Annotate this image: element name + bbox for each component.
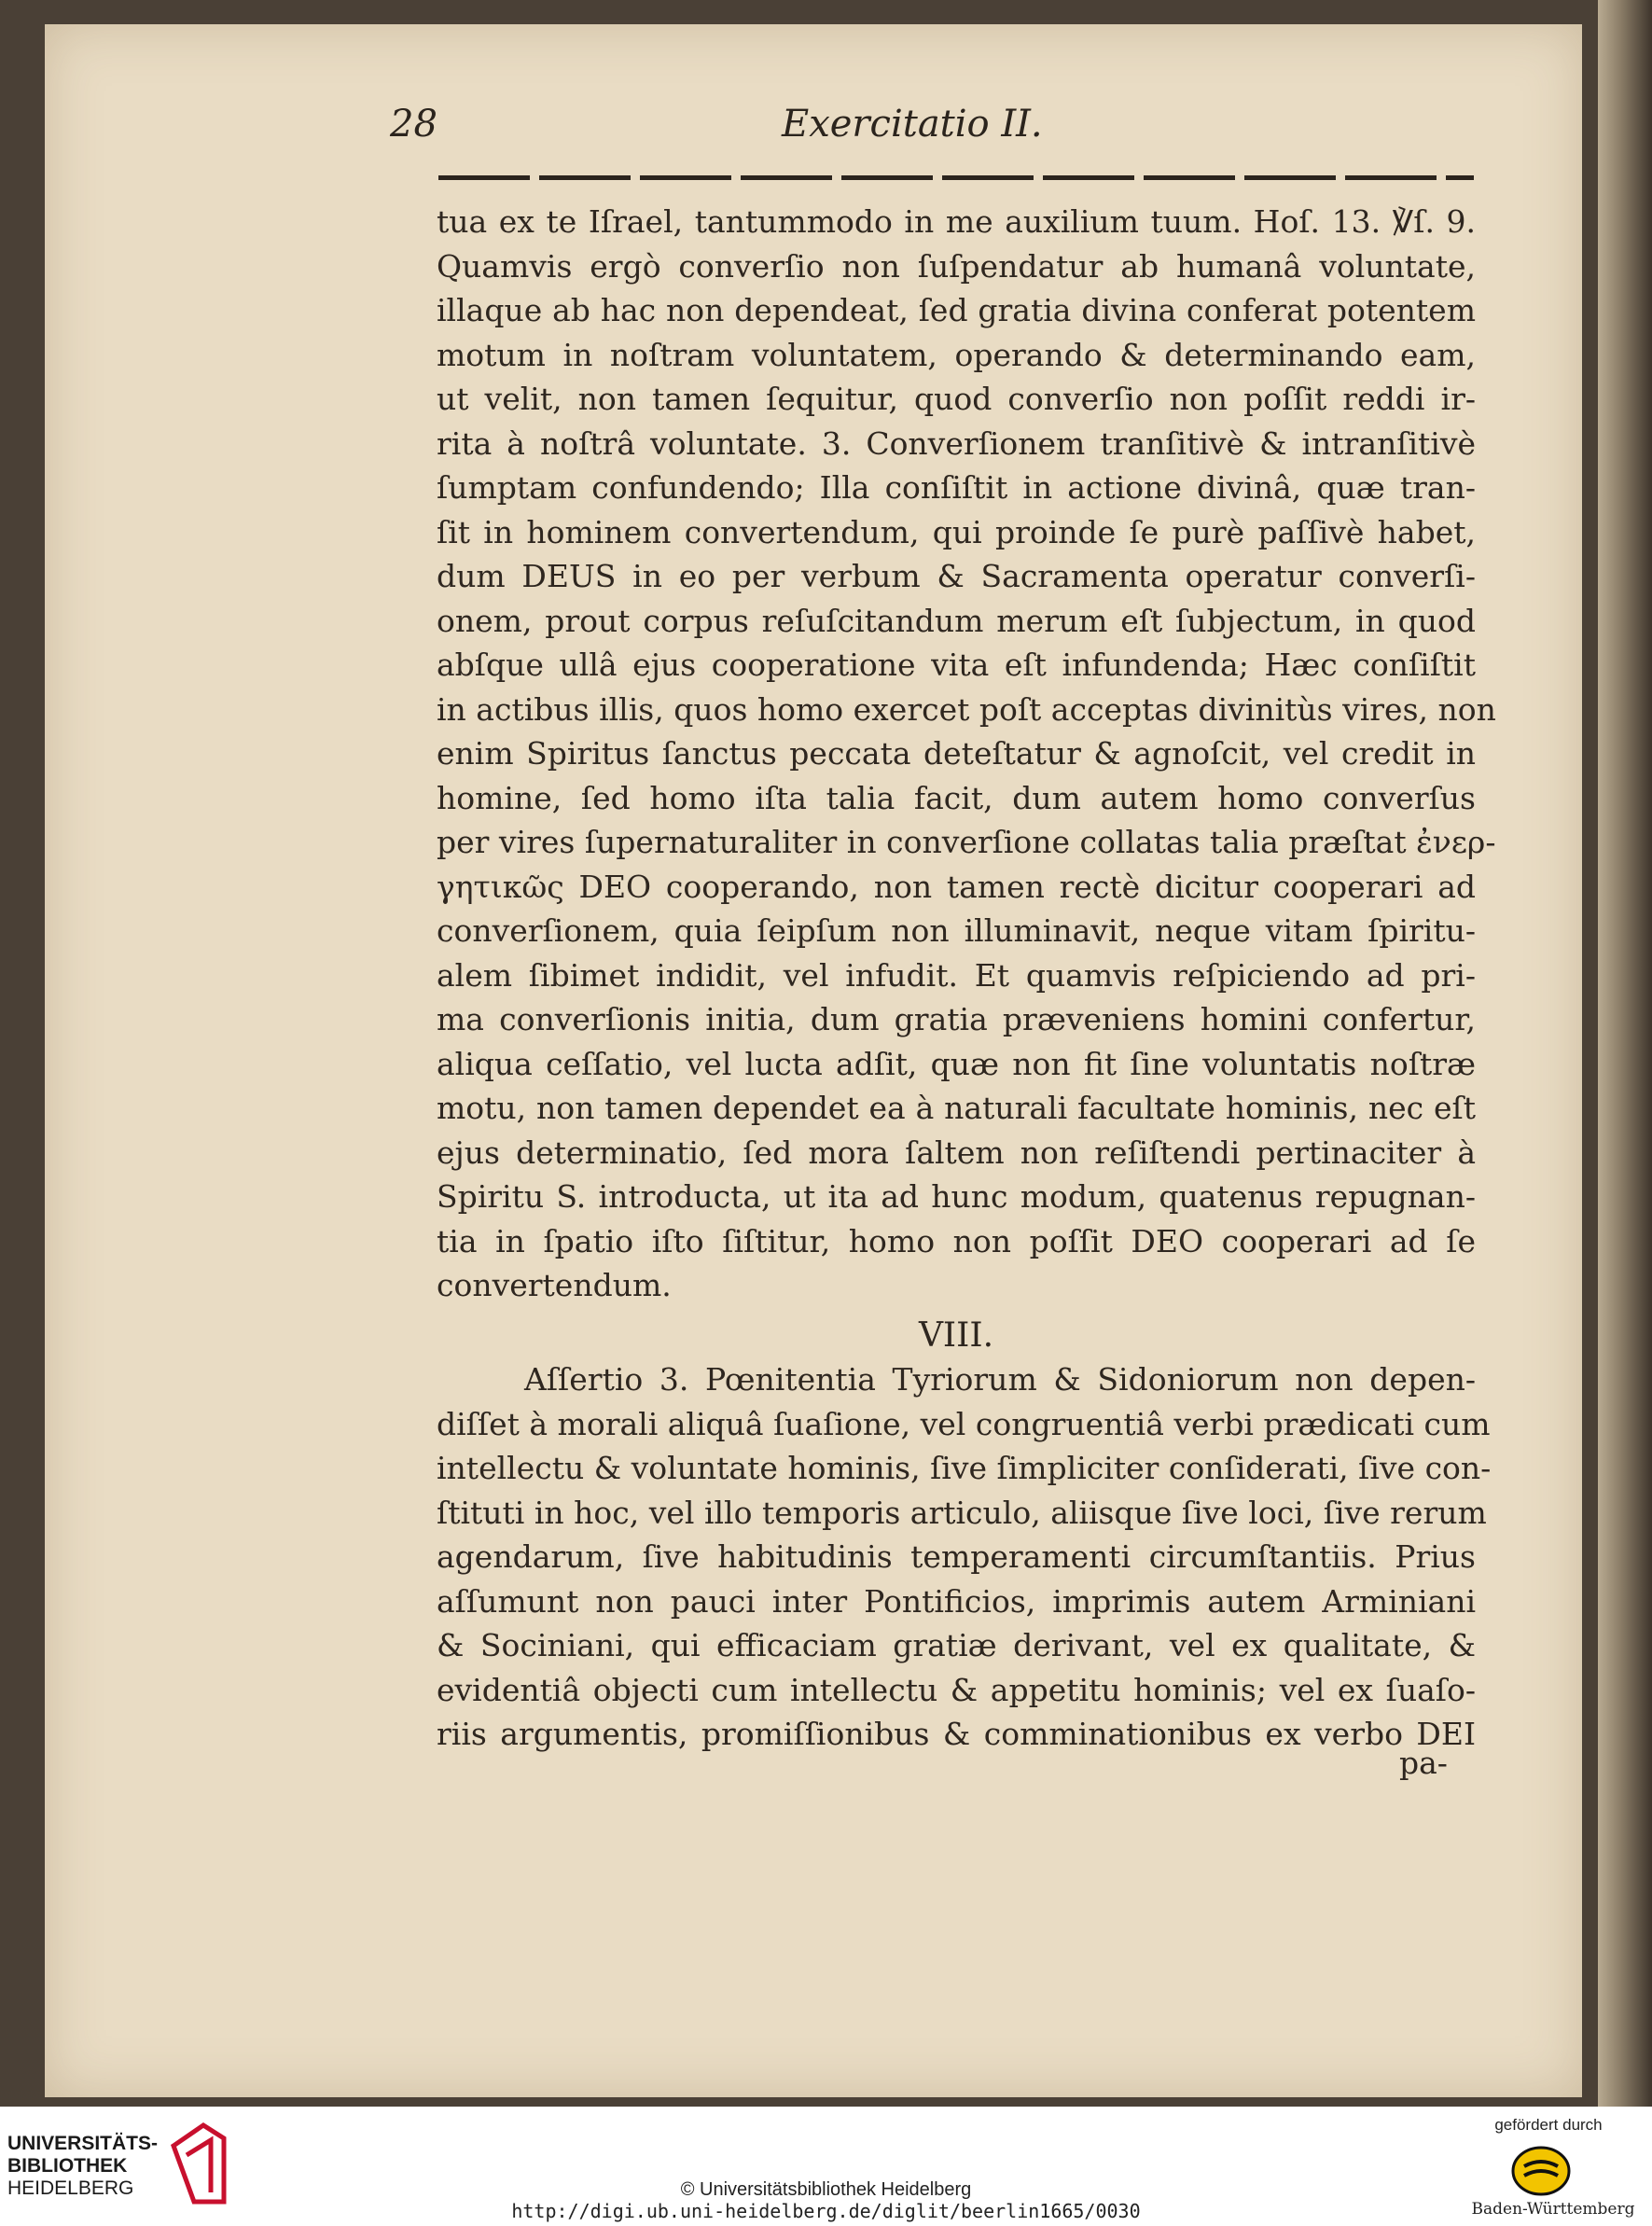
- text-line: Quamvis ergò converſio non ſuſpendatur ab humanâ voluntate,: [437, 247, 1476, 285]
- text-line: in actibus illis, quos homo exercet poſt acceptas divinitùs vires, non: [437, 690, 1496, 728]
- text-line: Aſſertio 3. Pœnitentia Tyriorum & Sidoniorum non depen-: [524, 1361, 1476, 1398]
- text-line: ſumptam confundendo; Illa conſiſtit in actione divinâ, quæ tran-: [437, 469, 1476, 506]
- text-line: alem ſibimet indidit, vel infudit. Et quamvis reſpiciendo ad pri-: [437, 956, 1476, 994]
- library-name-line: BIBLIOTHEK: [7, 2155, 128, 2177]
- page-number: 28: [390, 103, 437, 146]
- text-line: intellectu & voluntate hominis, ſive ſimpliciter conſiderati, ſive con-: [437, 1450, 1492, 1486]
- text-line: converſionem, quia ſeipſum non illuminavit, neque vitam ſpiritu-: [437, 912, 1476, 949]
- text-line: tia in ſpatio iſto ſiſtitur, homo non poſſit DEO cooperari ad ſe: [437, 1222, 1476, 1259]
- text-line: ſtituti in hoc, vel illo temporis articulo, aliisque ſive loci, ſive rerum: [437, 1494, 1487, 1531]
- page-edge: [1598, 0, 1652, 2107]
- permalink-url[interactable]: http://digi.ub.uni-heidelberg.de/diglit/beerlin1665/0030: [511, 2200, 1141, 2222]
- library-name-line: HEIDELBERG: [7, 2177, 134, 2199]
- text-line: diſſet à morali aliquâ ſuaſione, vel congruentiâ verbi prædicati cum: [437, 1405, 1491, 1442]
- text-line: Spiritu S. introducta, ut ita ad hunc modum, quatenus repugnan-: [437, 1178, 1476, 1215]
- text-line: ut velit, non tamen ſequitur, quod converſio non poſſit reddi ir-: [437, 381, 1476, 417]
- copyright-text: © Universitätsbibliothek Heidelberg: [680, 2179, 972, 2200]
- running-head: Exercitatio II.: [782, 103, 1043, 146]
- text-line: motu, non tamen dependet ea à naturali facultate hominis, nec eſt: [437, 1090, 1476, 1126]
- text-line: motum in noſtram voluntatem, operando & determinando eam,: [437, 336, 1476, 373]
- header-rule: [438, 175, 1474, 180]
- text-line: homine, ſed homo iſta talia facit, dum autem homo converſus: [437, 779, 1476, 816]
- footer-bar: [0, 2107, 1652, 2226]
- section-number: VIII.: [918, 1315, 994, 1355]
- page-header: [390, 91, 1481, 157]
- text-line: & Sociniani, qui efficaciam gratiæ derivant, vel ex qualitate, &: [437, 1627, 1476, 1663]
- text-line: illaque ab hac non dependeat, ſed gratia divina conferat potentem: [437, 292, 1476, 328]
- text-line: ejus determinatio, ſed mora ſaltem non reſiſtendi pertinaciter à: [437, 1134, 1476, 1171]
- text-line: per vires ſupernaturaliter in converſione collatas talia præſtat ἐνερ-: [437, 824, 1496, 860]
- text-line: γητικῶς DEO cooperando, non tamen rectè dicitur cooperari ad: [437, 868, 1476, 905]
- sponsor-name: Baden-Württemberg: [1471, 2200, 1635, 2219]
- text-line: agendarum, ſive habitudinis temperamenti circumſtantiis. Prius: [437, 1538, 1476, 1575]
- text-line: rita à noſtrâ voluntate. 3. Converſionem tranſitivè & intranſitivè: [437, 424, 1476, 462]
- text-line: convertendum.: [437, 1267, 672, 1303]
- text-line: riis argumentis, promiſſionibus & comminationibus ex verbo DEI: [437, 1716, 1476, 1752]
- text-line: ma converſionis initia, dum gratia præveniens homini confertur,: [437, 1001, 1476, 1037]
- sponsor-label: gefördert durch: [1494, 2116, 1603, 2134]
- text-line: aliqua ceſſatio, vel lucta adſit, quæ non fit ſine voluntatis noſtræ: [437, 1045, 1476, 1082]
- text-line: onem, prout corpus reſuſcitandum merum eſt ſubjectum, in quod: [437, 602, 1476, 639]
- text-line: ſit in hominem convertendum, qui proinde ſe purè paſſivè habet,: [437, 513, 1476, 550]
- text-line: abſque ullâ ejus cooperatione vita eſt infundenda; Hæc conſiſtit: [437, 647, 1476, 683]
- text-line: evidentiâ objecti cum intellectu & appetitu hominis; vel ex ſuaſo-: [437, 1671, 1476, 1708]
- coat-of-arms-icon: [1511, 2146, 1571, 2196]
- body-text: [437, 200, 1496, 1757]
- text-line: aſſumunt non pauci inter Pontificios, imprimis autem Arminiani: [437, 1582, 1476, 1620]
- text-line: dum DEUS in eo per verbum & Sacramenta operatur converſi-: [437, 558, 1476, 594]
- text-line: tua ex te Iſrael, tantummodo in me auxilium tuum. Hoſ. 13. ℣ſ. 9.: [437, 203, 1476, 240]
- text-line: enim Spiritus ſanctus peccata deteſtatur & agnoſcit, vel credit in: [437, 735, 1476, 772]
- library-name-line: UNIVERSITÄTS-: [7, 2133, 159, 2154]
- catchword: pa-: [1399, 1745, 1448, 1781]
